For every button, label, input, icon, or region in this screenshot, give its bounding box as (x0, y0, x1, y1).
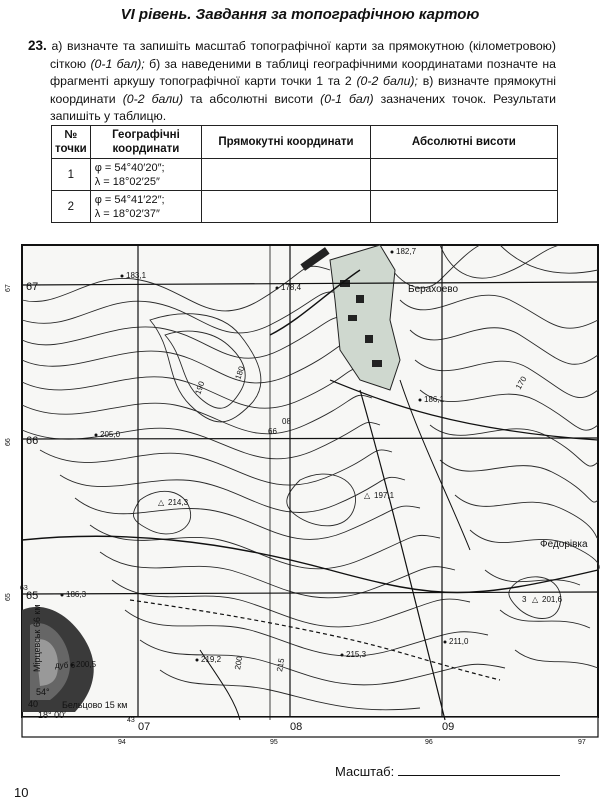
corner-latitude-minutes: 40 (28, 699, 39, 709)
latitude-value: φ = 54°41′22″; (94, 193, 165, 206)
rect-coords-input-cell[interactable] (202, 159, 371, 191)
answer-table (51, 125, 558, 223)
geo-coords-cell (90, 159, 201, 191)
grid-label-bottom: 08 (290, 721, 303, 733)
grid-label-left: 66 (26, 435, 39, 447)
table-row (52, 191, 558, 223)
contour-label: 170 (513, 374, 529, 391)
scale-label: Масштаб: (335, 764, 395, 779)
contour-label: 66 (268, 427, 277, 436)
frame-label-bottom: 95 (270, 739, 278, 746)
header-altitude: Абсолютні висоти (370, 126, 557, 159)
misc-label: 3 (522, 595, 527, 604)
map-left-margin (0, 245, 22, 717)
frame-label-bottom: 94 (118, 739, 126, 746)
svg-text:200,5: 200,5 (76, 660, 97, 669)
frame-label-left: 66 (5, 438, 12, 446)
svg-text:178,4: 178,4 (281, 283, 302, 292)
elevation-mark (532, 595, 563, 604)
task-part-b: б) за наведеними в таблиці географічними координатами позначте на фрагменті аркушу топографічної карти точки 1 та 2 (50, 56, 556, 88)
task-number: 23. (28, 38, 47, 53)
header-geo-coords: Географічні координати (90, 126, 201, 159)
corner-km-label: 43 (127, 717, 135, 724)
grid-label-left: 67 (26, 281, 39, 293)
frame-label-left: 65 (5, 593, 12, 601)
task-part-a: а) визначте та запишіть масштаб топографічної карти за прямокутною (кілометровою) сіткою (50, 39, 556, 71)
frame-label-left: 67 (5, 284, 12, 292)
task-score-c2: (0-1 бал) (320, 91, 374, 106)
svg-text:△: △ (158, 498, 165, 507)
svg-text:214,3: 214,3 (168, 498, 189, 507)
elevation-mark (364, 491, 395, 500)
svg-text:201,6: 201,6 (542, 595, 563, 604)
page-number: 10 (14, 785, 29, 800)
point-number-cell: 2 (52, 191, 91, 223)
header-rect-coords: Прямокутні координати (202, 126, 371, 159)
contour-label: 215 (275, 657, 287, 673)
misc-label: дуб 6 (55, 661, 76, 670)
village-label: Федорівка (540, 539, 588, 550)
elevation-mark (158, 498, 189, 507)
corner-side-label: 63 (20, 585, 28, 592)
side-road-label: Мірцевськ 66 км (32, 604, 42, 672)
scale-answer (335, 763, 560, 779)
header-point-number: № точки (52, 126, 91, 159)
grid-label-left: 65 (26, 590, 39, 602)
table-header-row (52, 126, 558, 159)
section-heading: VІ рівень. Завдання за топографічною картою (120, 6, 480, 23)
task-score-a: (0-1 бал); (90, 56, 145, 71)
grid-label-bottom: 07 (138, 721, 151, 733)
svg-text:197,1: 197,1 (374, 491, 395, 500)
rect-coords-input-cell[interactable] (202, 191, 371, 223)
svg-text:215,3: 215,3 (346, 650, 367, 659)
contour-label: 180 (233, 365, 247, 381)
svg-text:219,2: 219,2 (201, 655, 222, 664)
map-frame (22, 245, 598, 717)
contour-label: 200 (233, 655, 245, 671)
geo-coords-cell (90, 191, 201, 223)
altitude-input-cell[interactable] (370, 191, 557, 223)
task-part-c2: та абсолютні висоти (190, 91, 314, 106)
longitude-value: λ = 18°02′25″ (94, 175, 160, 188)
road-label: Бельцово 15 км (62, 700, 128, 710)
table-row (52, 159, 558, 191)
contour-label: 08 (282, 417, 291, 426)
task-score-b: (0-2 бали); (356, 74, 418, 88)
task-part-c: в) визначте прямокутні координати (50, 74, 557, 106)
topographic-map (0, 240, 600, 752)
task-part-end: зазначених точок. Результати запишіть у таблицю. (50, 91, 556, 123)
scale-answer-field[interactable] (398, 763, 560, 776)
task-text (28, 37, 557, 126)
svg-text:186,3: 186,3 (66, 590, 87, 599)
grid-label-bottom: 09 (442, 721, 455, 733)
latitude-value: φ = 54°40′20″; (94, 161, 165, 174)
altitude-input-cell[interactable] (370, 159, 557, 191)
svg-text:205,0: 205,0 (100, 430, 121, 439)
svg-text:△: △ (532, 595, 539, 604)
corner-latitude: 54° (36, 687, 50, 697)
point-number-cell: 1 (52, 159, 91, 191)
contour-label: 190 (193, 380, 207, 396)
map-bottom-margin (22, 717, 598, 737)
svg-text:182,7: 182,7 (396, 247, 417, 256)
svg-text:183,1: 183,1 (126, 271, 147, 280)
svg-text:△: △ (364, 491, 371, 500)
frame-label-bottom: 97 (578, 739, 586, 746)
corner-longitude: 18° 00′ (38, 710, 66, 720)
task-score-c1: (0-2 бали) (122, 91, 184, 106)
village-label: Берахоево (408, 284, 459, 295)
longitude-value: λ = 18°02′37″ (94, 207, 160, 220)
svg-text:211,0: 211,0 (449, 637, 469, 646)
svg-text:186,1: 186,1 (424, 395, 445, 404)
frame-label-bottom: 96 (425, 739, 433, 746)
